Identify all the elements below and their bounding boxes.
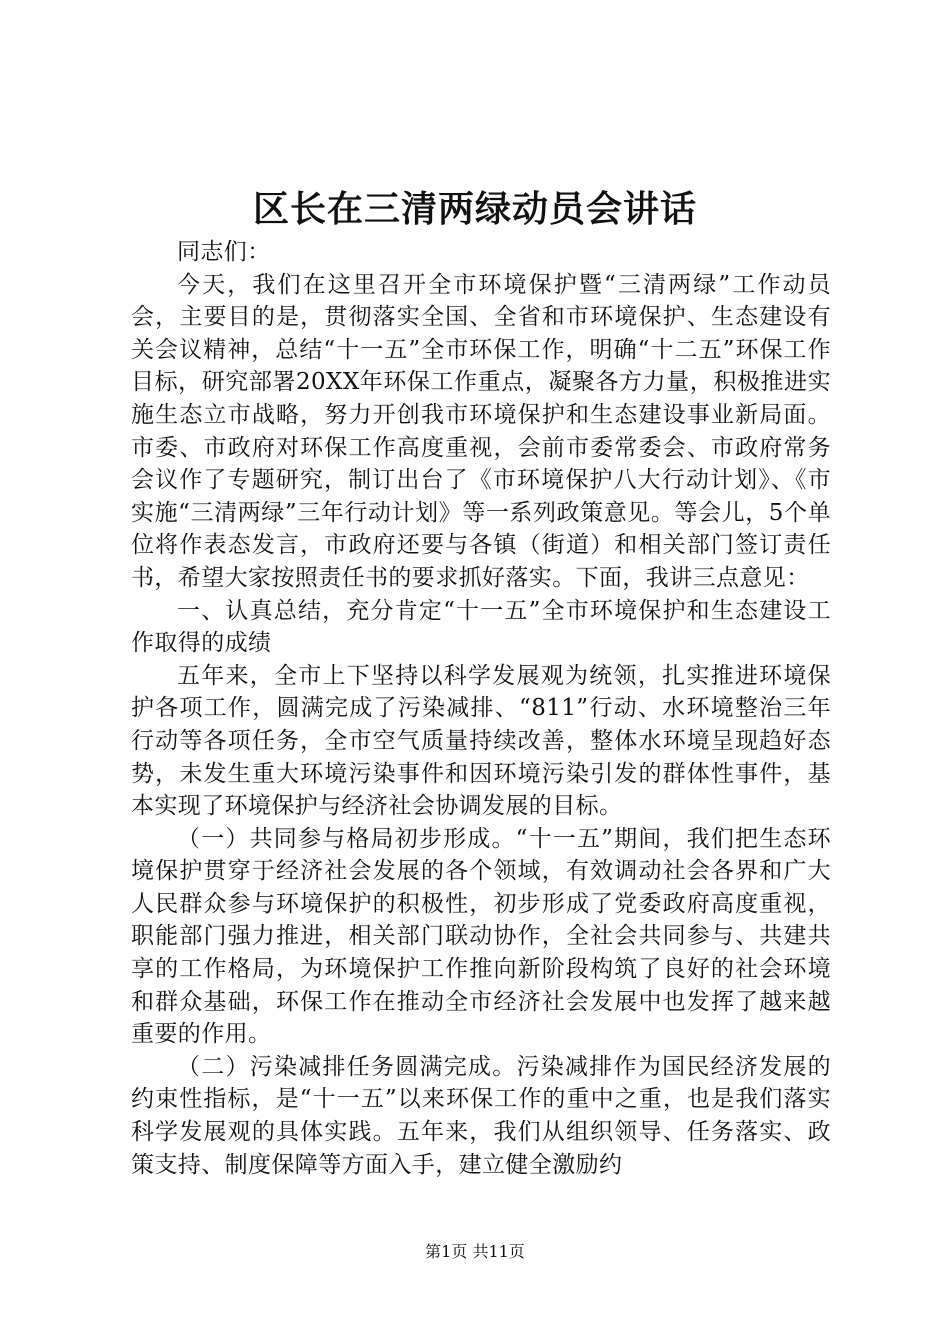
paragraph-opening: 今天，我们在这里召开全市环境保护暨“三清两绿”工作动员会，主要目的是，贯彻落实全国、全省和市环境保护、生态建设有关会议精神，总结“十一五”全市环保工作，明确“十二五”环保工作目标，研究部署20XX年环保工作重点，凝聚各方力量，积极推进实施生态立市战略，努力开创我市环境保护和生态建设事业新局面。市委、市政府对环保工作高度重视，会前市委常委会、市政府常务会议作了专题研究，制订出台了《市环境保护八大行动计划》、《市实施“三清两绿”三年行动计划》等一系列政策意见。等会儿，5个单位将作表态发言，市政府还要与各镇（街道）和相关部门签订责任书，希望大家按照责任书的要求抓好落实。下面，我讲三点意见： (131, 271, 831, 591)
paragraph-summary: 五年来，全市上下坚持以科学发展观为统领，扎实推进环境保护各项工作，圆满完成了污染减排、“811”行动、水环境整治三年行动等各项任务，全市空气质量持续改善，整体水环境呈现趋好态势，未发生重大环境污染事件和因环境污染引发的群体性事件，基本实现了环境保护与经济社会协调发展的目标。 (131, 662, 831, 820)
document-body (131, 236, 831, 1181)
section-heading-1: 一、认真总结，充分肯定“十一五”全市环境保护和生态建设工作取得的成绩 (131, 597, 831, 657)
salutation: 同志们： (177, 239, 271, 265)
paragraph-point-2: （二）污染减排任务圆满完成。污染减排作为国民经济发展的约束性指标，是“十一五”以来环保工作的重中之重，也是我们落实科学发展观的具体实践。五年来，我们从组织领导、任务落实、政策支持、制度保障等方面入手，建立健全激励约 (131, 1053, 831, 1178)
paragraph-point-1: （一）共同参与格局初步形成。“十一五”期间，我们把生态环境保护贯穿于经济社会发展的各个领域，有效调动社会各界和广大人民群众参与环境保护的积极性，初步形成了党委政府高度重视，职能部门强力推进，相关部门联动协作，全社会共同参与、共建共享的工作格局，为环境保护工作推向新阶段构筑了良好的社会环境和群众基础，环保工作在推动全市经济社会发展中也发挥了越来越重要的作用。 (131, 825, 831, 1048)
page-number-footer: 第1页 共11页 (425, 1242, 525, 1261)
document-title: 区长在三清两绿动员会讲话 (252, 188, 697, 230)
